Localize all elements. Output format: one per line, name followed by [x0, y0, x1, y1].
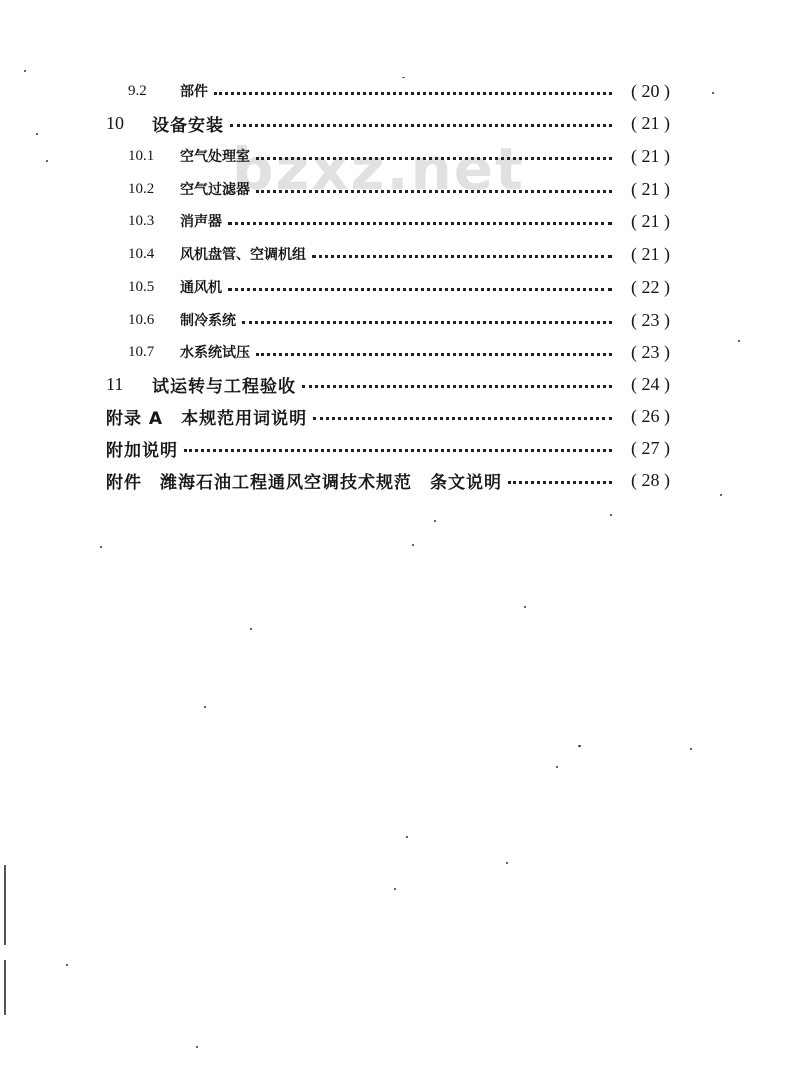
scan-speck: [406, 836, 408, 838]
toc-entry-page: ( 21 ): [631, 112, 670, 133]
dot-leader: [302, 385, 612, 388]
dot-leader: [228, 222, 612, 225]
scan-speck: [250, 628, 252, 630]
toc-entry-title: 试运转与工程验收: [152, 376, 296, 397]
scan-edge-line: [4, 960, 6, 1015]
toc-entry-attachment[interactable]: [106, 465, 670, 495]
toc-entry-page: ( 21 ): [631, 145, 670, 166]
scan-speck: [720, 494, 722, 496]
toc-entry-10-4[interactable]: [128, 239, 670, 269]
scan-speck: [556, 766, 558, 768]
toc-entry-page: ( 27 ): [631, 437, 670, 458]
dot-leader: [256, 190, 612, 193]
scan-speck: [204, 706, 206, 708]
toc-entry-title: 本规范用词说明: [181, 408, 308, 429]
dot-leader: [184, 449, 612, 452]
scan-speck: [738, 340, 740, 342]
toc-entry-number: 10.1: [128, 147, 155, 164]
dot-leader: [242, 321, 612, 324]
toc-entry-10-2[interactable]: [128, 174, 670, 204]
watermark: bzxz.net: [232, 135, 525, 203]
toc-entry-page: ( 23 ): [631, 341, 670, 362]
toc-entry-10[interactable]: [106, 108, 670, 138]
scan-speck: [610, 514, 612, 516]
toc-entry-number: 附录 A: [106, 408, 164, 429]
toc-entry-number: 附件: [106, 472, 142, 493]
toc-entry-10-5[interactable]: [128, 272, 670, 302]
scan-speck: [712, 92, 714, 94]
toc-entry-title: 空气过滤器: [180, 182, 250, 198]
toc-entry-title: 通风机: [180, 280, 222, 296]
toc-entry-page: ( 24 ): [631, 373, 670, 394]
toc-entry-title: 空气处理室: [180, 149, 250, 165]
scan-speck: [196, 1046, 198, 1048]
scan-speck: [36, 133, 38, 135]
dot-leader: [256, 157, 612, 160]
dot-leader: [256, 353, 612, 356]
scan-speck: [690, 748, 692, 750]
dot-leader: [228, 288, 612, 291]
scan-speck: [100, 546, 102, 548]
toc-entry-number: 10.6: [128, 311, 155, 328]
toc-entry-page: ( 21 ): [631, 243, 670, 264]
toc-entry-number: 11: [106, 373, 124, 394]
toc-entry-10-7[interactable]: [128, 337, 670, 367]
toc-entry-page: ( 22 ): [631, 276, 670, 297]
toc-entry-number: 9.2: [128, 82, 147, 99]
dot-leader: [230, 124, 612, 127]
toc-entry-title: 设备安装: [152, 115, 224, 136]
toc-entry-number: 10.2: [128, 180, 155, 197]
toc-entry-11[interactable]: [106, 369, 670, 399]
scan-speck: [578, 745, 581, 747]
dot-leader: [508, 481, 612, 484]
toc-entry-9-2[interactable]: [128, 76, 670, 106]
toc-entry-additional-notes[interactable]: [106, 433, 670, 463]
toc-entry-number: 10.3: [128, 212, 155, 229]
toc-entry-title: 部件: [180, 84, 208, 100]
toc-entry-page: ( 21 ): [631, 210, 670, 231]
toc-entry-page: ( 28 ): [631, 469, 670, 490]
toc-entry-page: ( 23 ): [631, 309, 670, 330]
scan-speck: [434, 520, 436, 522]
toc-entry-10-6[interactable]: [128, 305, 670, 335]
scan-speck: [66, 964, 68, 966]
toc-entry-title: 风机盘管、空调机组: [180, 247, 306, 263]
toc-entry-title: 潍海石油工程通风空调技术规范 条文说明: [160, 472, 502, 493]
toc-entry-number: 10: [106, 112, 124, 133]
dot-leader: [312, 255, 612, 258]
toc-entry-10-3[interactable]: [128, 206, 670, 236]
toc-entry-page: ( 20 ): [631, 80, 670, 101]
toc-entry-page: ( 26 ): [631, 405, 670, 426]
dot-leader: [313, 417, 612, 420]
toc-entry-title: 消声器: [180, 214, 222, 230]
toc-entry-title: 水系统试压: [180, 345, 250, 361]
toc-entry-10-1[interactable]: [128, 141, 670, 171]
scan-speck: [412, 544, 414, 546]
toc-entry-number: 10.5: [128, 278, 155, 295]
toc-entry-appendix-a[interactable]: [106, 401, 670, 431]
scan-speck: [394, 888, 396, 890]
toc-entry-number: 10.7: [128, 343, 155, 360]
toc-entry-title: 制冷系统: [180, 313, 236, 329]
toc-entry-number: 10.4: [128, 245, 155, 262]
dot-leader: [214, 92, 612, 95]
scan-edge-line: [4, 865, 6, 945]
scan-speck: [46, 160, 48, 162]
toc-entry-title: 附加说明: [106, 440, 178, 461]
scan-speck: [506, 862, 508, 864]
toc-entry-page: ( 21 ): [631, 178, 670, 199]
scan-speck: [24, 70, 26, 72]
scan-speck: [524, 606, 526, 608]
